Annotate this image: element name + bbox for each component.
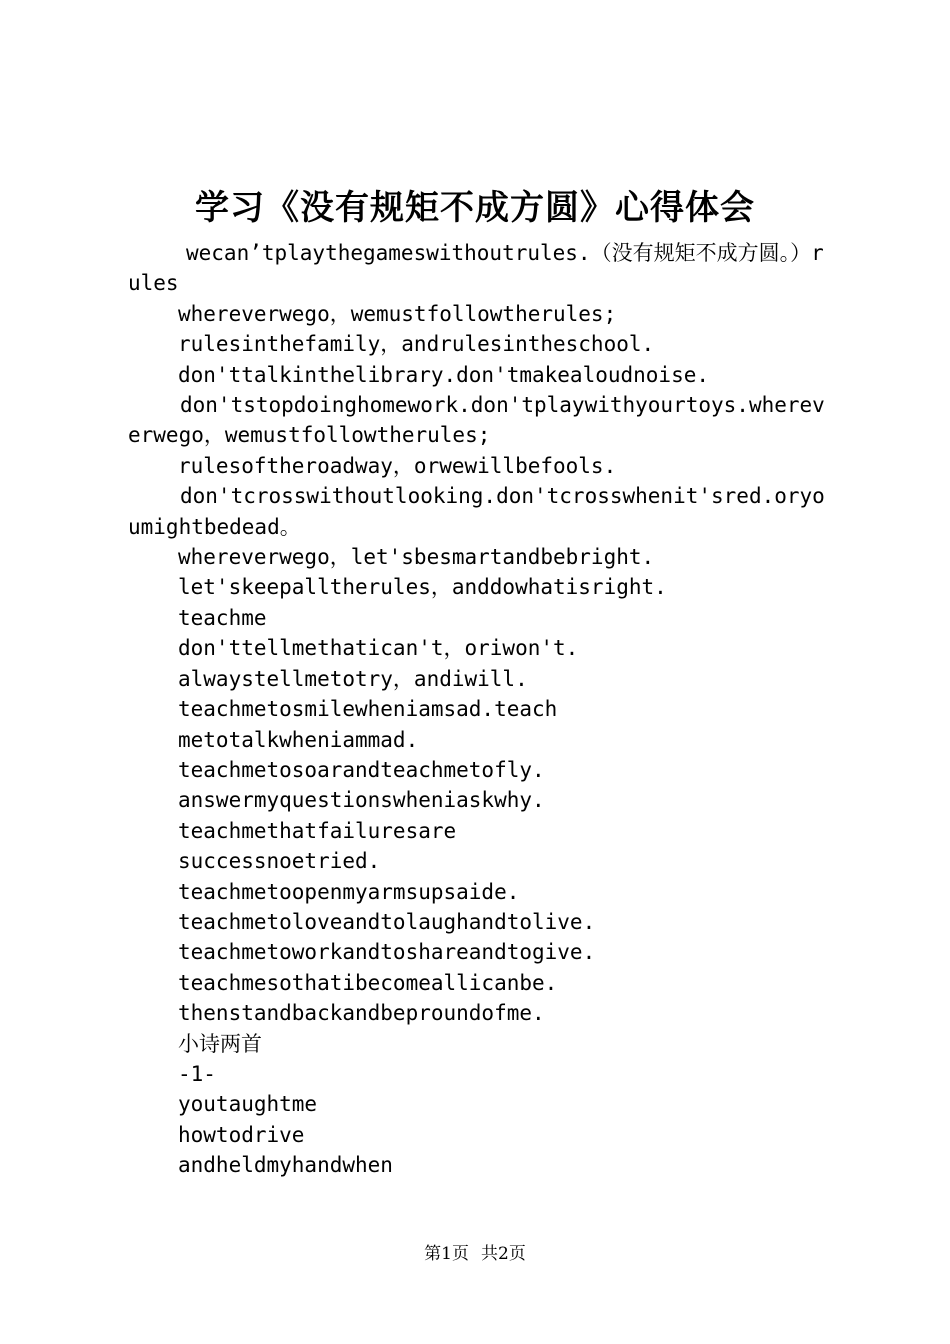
paragraph: teachmetosoarandteachmetofly. bbox=[178, 757, 545, 782]
paragraph: successnoetried. bbox=[178, 849, 381, 874]
paragraph: rulesinthefamily，andrulesintheschool. bbox=[178, 332, 655, 357]
paragraph: don'ttalkinthelibrary.don'tmakealoudnoise. bbox=[178, 362, 710, 387]
paragraph: andheldmyhandwhen bbox=[178, 1153, 393, 1178]
paragraph: thenstandbackandbeproundofme. bbox=[178, 1001, 545, 1026]
page-footer bbox=[0, 1242, 950, 1266]
paragraph: don'tcrosswithoutlooking.don'tcrosswhenit'sred.oryoumightbedead。 bbox=[128, 484, 825, 539]
paragraph: whereverwego，wemustfollowtherules; bbox=[178, 301, 617, 326]
paragraph: answermyquestionswheniaskwhy. bbox=[178, 788, 545, 813]
paragraph: teachme bbox=[178, 605, 267, 630]
paragraph: howtodrive bbox=[178, 1122, 305, 1147]
paragraph: youtaughtme bbox=[178, 1092, 318, 1117]
paragraph: don'tstopdoinghomework.don'tplaywithyourtoys.whereverwego，wemustfollowtherules; bbox=[128, 393, 825, 448]
document-title: 学习《没有规矩不成方圆》心得体会 bbox=[195, 188, 755, 228]
paragraph: alwaystellmetotry，andiwill. bbox=[178, 666, 528, 691]
paragraph: wecan’tplaythegameswithoutrules.（没有规矩不成方圆。）rules bbox=[128, 241, 824, 296]
paragraph: 小诗两首 bbox=[178, 1031, 262, 1056]
paragraph: teachmesothatibecomeallicanbe. bbox=[178, 970, 558, 995]
page-total: 共2页 bbox=[481, 1244, 526, 1264]
paragraph: don'ttellmethatican't，oriwon't. bbox=[178, 636, 579, 661]
paragraph: rulesoftheroadway，orwewillbefools. bbox=[178, 453, 617, 478]
paragraph: -1- bbox=[178, 1061, 216, 1086]
paragraph: teachmetosmilewheniamsad.teach bbox=[178, 697, 558, 722]
paragraph: let'skeepalltherules，anddowhatisright. bbox=[178, 575, 667, 600]
paragraph: teachmethatfailuresare bbox=[178, 818, 457, 843]
paragraph: teachmetoopenmyarmsupsaide. bbox=[178, 879, 520, 904]
paragraph: whereverwego，let'sbesmartandbebright. bbox=[178, 545, 655, 570]
paragraph: metotalkwheniammad. bbox=[178, 727, 419, 752]
paragraph: teachmetoloveandtolaughandtolive. bbox=[178, 909, 596, 934]
document-body bbox=[128, 238, 834, 1181]
page-number: 第1页 bbox=[424, 1244, 469, 1264]
paragraph: teachmetoworkandtoshareandtogive. bbox=[178, 940, 596, 965]
